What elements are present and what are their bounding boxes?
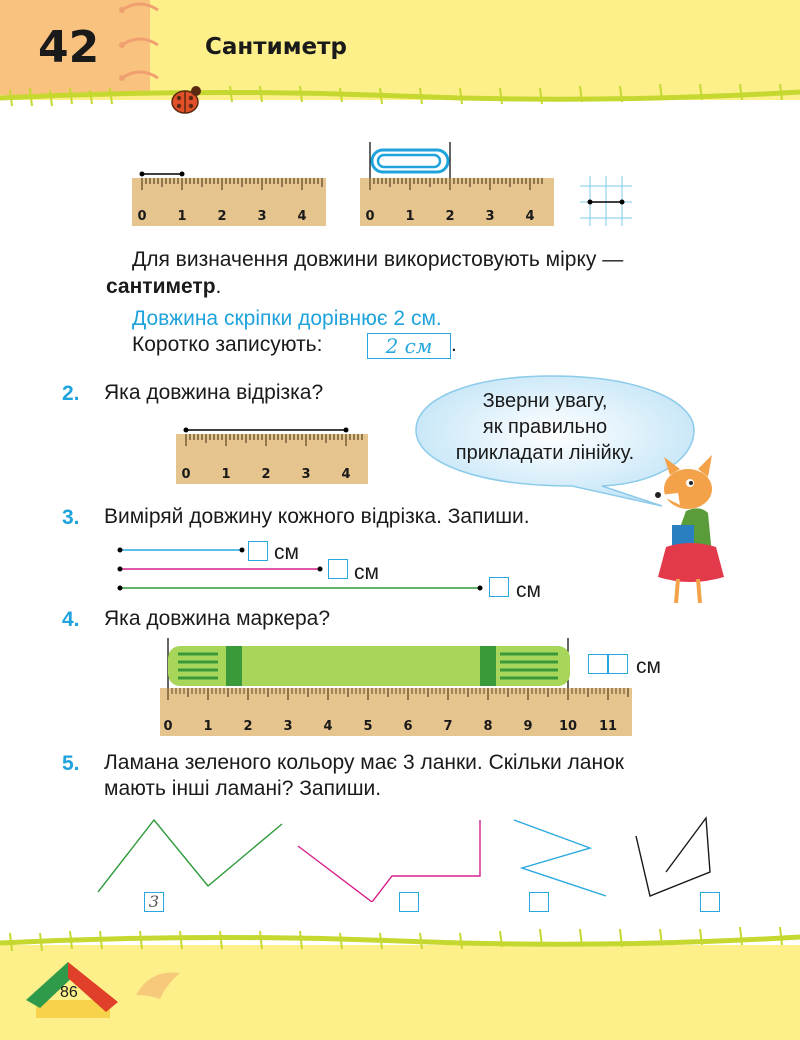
lesson-title: Сантиметр xyxy=(205,34,347,60)
decoration-arcs-icon xyxy=(110,0,170,95)
task-number: 4. xyxy=(62,608,80,631)
unit-label: см xyxy=(636,655,661,678)
short-notation-end: . xyxy=(451,333,457,356)
fox-character-icon xyxy=(650,455,730,605)
broken-line-black xyxy=(636,818,710,896)
intro-line1: Для визначення довжини використовують мірку — xyxy=(132,248,624,271)
grass-border-top xyxy=(0,82,800,112)
unit-label: см xyxy=(516,579,541,602)
leaf-decoration-icon xyxy=(130,965,186,1005)
marker-on-ruler xyxy=(158,638,636,738)
ruler-label: 9 xyxy=(523,719,533,734)
ruler-label: 0 xyxy=(365,209,375,224)
ruler-label: 1 xyxy=(203,719,213,734)
unit-label: см xyxy=(274,541,299,564)
ruler-label: 0 xyxy=(163,719,173,734)
broken-line-blue xyxy=(514,820,606,896)
ruler-label: 2 xyxy=(445,209,455,224)
ruler-label: 0 xyxy=(181,467,191,482)
bubble-line: як правильно xyxy=(482,416,608,438)
ruler-label: 4 xyxy=(297,209,307,224)
ruler-label: 2 xyxy=(261,467,271,482)
page-number: 86 xyxy=(60,984,78,1001)
answer-box-units[interactable] xyxy=(608,654,628,674)
answer-box[interactable] xyxy=(489,577,509,597)
ruler-label: 3 xyxy=(485,209,495,224)
task-2-text: Яка довжина відрізка? xyxy=(104,381,324,404)
task-4-text: Яка довжина маркера? xyxy=(104,607,331,630)
answer-box[interactable] xyxy=(399,892,419,912)
ruler-label: 3 xyxy=(301,467,311,482)
intro-line2 xyxy=(106,274,221,300)
task-3-text: Виміряй довжину кожного відрізка. Запиши. xyxy=(104,505,530,528)
ruler-label: 1 xyxy=(221,467,231,482)
ruler-label: 4 xyxy=(323,719,333,734)
bubble-line: Зверни увагу, xyxy=(482,390,608,412)
broken-line-magenta xyxy=(298,820,480,902)
answer-box[interactable] xyxy=(700,892,720,912)
ladybug-icon xyxy=(165,82,205,118)
task-number: 3. xyxy=(62,506,80,529)
grid-centimeter-icon xyxy=(580,176,632,226)
broken-line-green xyxy=(98,820,282,892)
ruler-label: 4 xyxy=(341,467,351,482)
short-notation-label: Коротко записують: xyxy=(132,333,323,356)
ruler-label: 4 xyxy=(525,209,535,224)
grass-border-bottom xyxy=(0,925,800,955)
task-5-text-line2: мають інші ламані? Запиши. xyxy=(104,777,382,800)
answer-box[interactable] xyxy=(248,541,268,561)
answer-box[interactable] xyxy=(529,892,549,912)
ruler-label: 1 xyxy=(405,209,415,224)
clip-length-text: Довжина скріпки дорівнює 2 см. xyxy=(132,307,442,330)
ruler-label: 3 xyxy=(283,719,293,734)
ruler-with-paperclip xyxy=(358,140,558,230)
answer-box-tens[interactable] xyxy=(588,654,608,674)
ruler-label: 5 xyxy=(363,719,373,734)
task-number: 2. xyxy=(62,382,80,405)
ruler-label: 3 xyxy=(257,209,267,224)
ruler-label: 7 xyxy=(443,719,453,734)
term-end: . xyxy=(215,275,222,298)
task-5-text-line1: Ламана зеленого кольору має 3 ланки. Скільки ланок xyxy=(104,751,624,774)
answer-box[interactable] xyxy=(328,559,348,579)
ruler-label: 1 xyxy=(177,209,187,224)
ruler-label: 11 xyxy=(598,719,618,734)
ruler-label: 2 xyxy=(243,719,253,734)
ruler-label: 10 xyxy=(558,719,578,734)
lesson-number: 42 xyxy=(38,22,100,73)
ruler-label: 8 xyxy=(483,719,493,734)
ruler-label: 6 xyxy=(403,719,413,734)
short-notation-value: 2 см xyxy=(367,333,451,359)
answer-box-filled: 3 xyxy=(144,892,164,912)
speech-bubble-text xyxy=(425,388,665,466)
unit-label: см xyxy=(354,561,379,584)
broken-lines xyxy=(90,812,730,902)
bubble-line: прикладати лінійку. xyxy=(455,442,635,464)
task-3-segments xyxy=(112,540,492,596)
ruler-with-segment xyxy=(130,168,330,228)
ruler-label: 2 xyxy=(217,209,227,224)
task-2-ruler xyxy=(174,424,370,486)
ruler-label: 0 xyxy=(137,209,147,224)
task-number: 5. xyxy=(62,752,80,775)
term-centimeter: сантиметр xyxy=(106,275,216,298)
